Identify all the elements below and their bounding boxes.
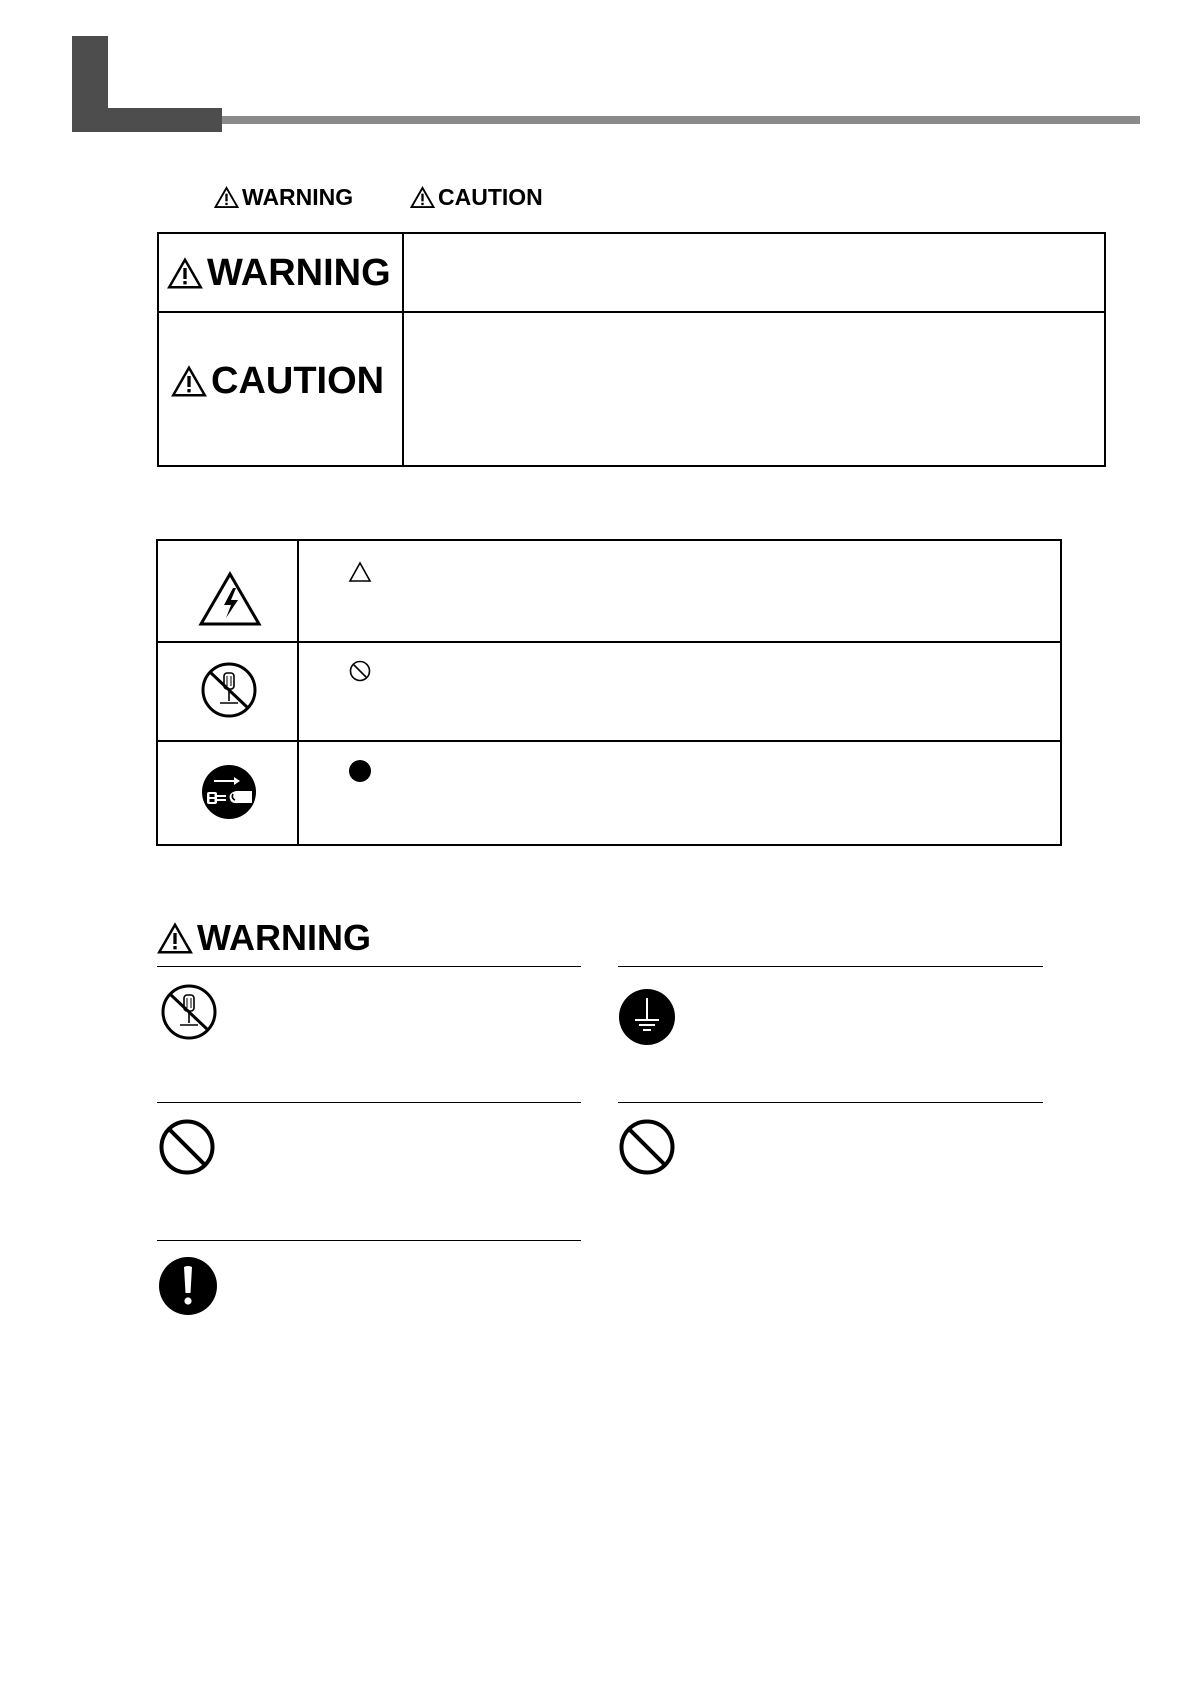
item-divider: [157, 966, 581, 967]
symbols-table: [156, 539, 1062, 846]
no-disassembly-icon: [200, 661, 258, 719]
no-disassembly-icon: [160, 983, 218, 1041]
levels-row-warning-label: WARNING: [167, 252, 391, 295]
ground-connection-icon: [618, 988, 676, 1046]
filled-circle-icon: [348, 759, 372, 783]
mandatory-action-exclamation-icon: [158, 1256, 218, 1316]
header-rule: [222, 116, 1140, 124]
header-corner-base: [72, 108, 222, 132]
warning-triangle-icon: [214, 186, 239, 209]
warning-triangle-icon: [410, 186, 435, 209]
prohibition-icon: [618, 1118, 676, 1176]
warning-triangle-icon: [167, 257, 203, 290]
intro-warning-label: [214, 182, 353, 212]
item-divider: [618, 1102, 1043, 1103]
prohibition-circle-icon: [348, 659, 372, 683]
warning-triangle-icon: [171, 365, 207, 398]
item-divider: [157, 1240, 581, 1241]
hazard-levels-table: [157, 232, 1106, 467]
item-divider: [157, 1102, 581, 1103]
intro-caution-text: CAUTION: [438, 183, 543, 210]
warning-triangle-icon: [157, 922, 193, 955]
item-divider: [618, 966, 1043, 967]
levels-row-caution-label: CAUTION: [171, 360, 384, 403]
intro-warning-text: WARNING: [242, 183, 354, 210]
unplug-power-cord-icon: [200, 763, 258, 821]
intro-caution-label: [410, 182, 543, 212]
electric-shock-triangle-icon: [198, 571, 262, 627]
prohibition-icon: [158, 1118, 216, 1176]
triangle-outline-icon: [348, 561, 372, 583]
warning-section-title: WARNING: [157, 917, 371, 959]
